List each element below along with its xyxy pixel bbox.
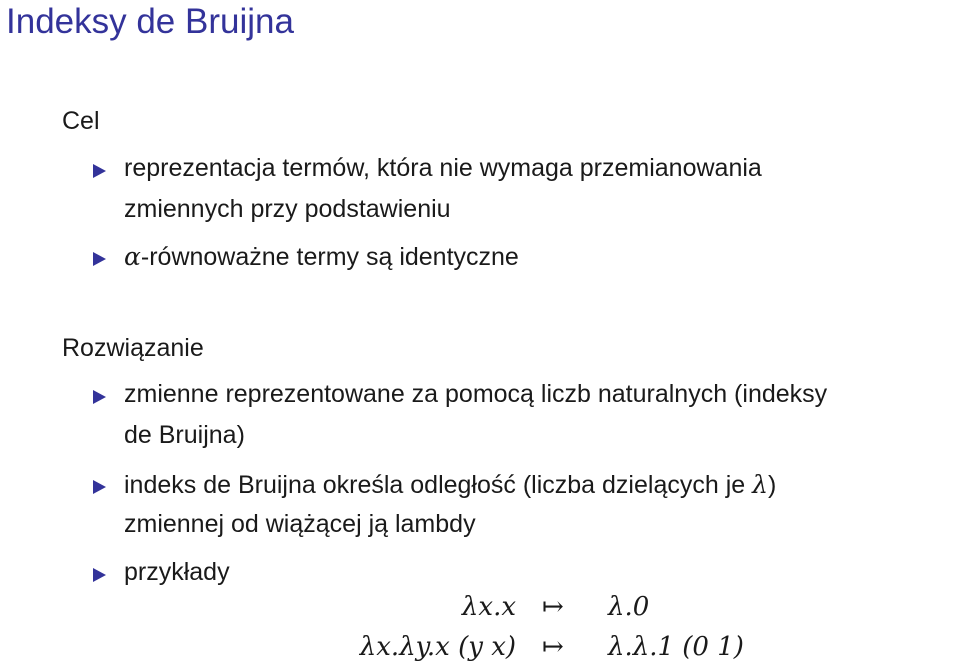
example-term-right: λ.λ.1 (0 1) (608, 632, 744, 662)
bullet-line: -równoważne termy są identyczne (140, 243, 519, 271)
bullet-line: indeks de Bruijna określa odległość (liczba dzielących je (124, 471, 753, 499)
example-term-left: λx.λy.x (y x) (359, 632, 516, 662)
bullet-triangle-icon (93, 568, 106, 582)
example-term-right: λ.0 (608, 592, 650, 622)
alpha-symbol: α (124, 242, 141, 271)
bullet-alpha-equivalence (124, 242, 519, 272)
slide-title: Indeksy de Bruijna (6, 2, 294, 41)
bullet-line: przykłady (124, 558, 230, 586)
bullet-triangle-icon (93, 390, 106, 404)
bullet-line: zmiennej od wiążącej ją lambdy (124, 510, 476, 538)
bullet-line: de Bruijna) (124, 421, 245, 449)
section-heading-rozwiazanie: Rozwiązanie (62, 334, 204, 362)
bullet-index-definition (124, 470, 776, 500)
bullet-triangle-icon (93, 252, 106, 266)
maps-to-icon: ↦ (542, 632, 564, 662)
bullet-line: zmienne reprezentowane za pomocą liczb naturalnych (indeksy (124, 380, 828, 408)
section-heading-cel: Cel (62, 107, 100, 135)
bullet-triangle-icon (93, 480, 106, 494)
bullet-line: zmiennych przy podstawieniu (124, 195, 451, 223)
maps-to-icon: ↦ (542, 592, 564, 622)
closing-paren: ) (767, 471, 777, 499)
bullet-triangle-icon (93, 164, 106, 178)
lambda-symbol: λ (752, 470, 768, 499)
bullet-line: reprezentacja termów, która nie wymaga przemianowania (124, 154, 762, 182)
example-term-left: λx.x (461, 592, 516, 622)
